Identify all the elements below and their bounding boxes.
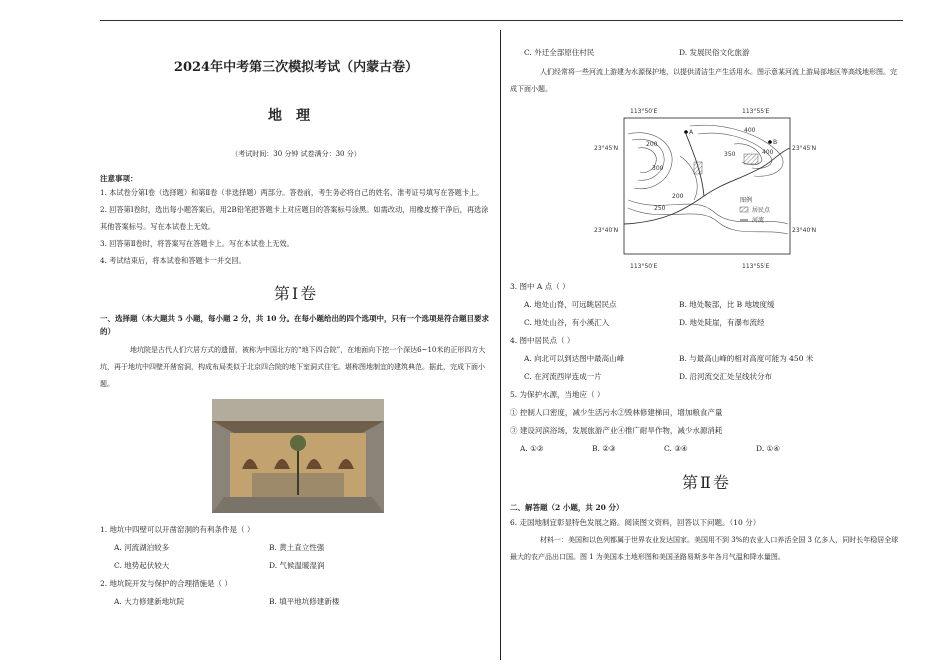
notice-1: 1. 本试卷分第Ⅰ卷（选择题）和第Ⅱ卷（非选择题）两部分。答卷前，考生务必将自己的姓名、准考证号填写在答题卡上。 [100,188,484,197]
notice-2: 2. 回答第Ⅰ卷时，选出每小题答案后，用2B铅笔把答题卡上对应题目的答案标号涂黑。如需改动，用橡皮擦干净后，再选涂其他答案标号。写在本试卷上无效。 [100,205,489,231]
q3-option-a: A. 地处山脊，可远眺居民点 [524,300,617,309]
question-3-options [510,296,903,332]
question-2-options [100,593,492,611]
point-b-label: B [773,139,778,146]
q4-option-b: B. 与最高山峰的相对高度可能为 450 米 [679,354,814,363]
q3-option-d: D. 地处陡崖，有瀑布流经 [679,318,765,327]
q3-option-b: B. 地处鞍部，比 B 地坡度缓 [679,300,775,309]
q5-option-a: A. ①② [520,444,544,453]
legend-title: 图例 [740,197,753,204]
point-b-marker [768,140,772,144]
contour-map [594,104,824,272]
question-6: 6. 走国地制宜彰显特色发展之路。阅读图文资料，回答以下问题。（10 分） [510,518,761,527]
q2-option-d: D. 发展民俗文化旅游 [679,48,750,57]
q2-option-c: C. 外迁全部原住村民 [524,48,595,57]
point-a-label: A [689,129,694,136]
settlement-area-2 [744,154,758,164]
question-5: 5. 为保护水源，当地应（ ） [510,390,605,399]
contour-label-7: 250 [654,205,666,212]
volume-1-title: 第Ⅰ卷 [273,284,319,303]
map-lon-right-top: 113°55′E [742,108,770,115]
map-lat-top-right: 23°45′N [792,145,817,152]
q4-option-a: A. 向北可以到达图中最高山峰 [524,354,625,363]
contour-label-1: 200 [646,141,658,148]
q5-option-d: D. ①④ [756,444,780,453]
material-1: 材料一：美国和以色列都属于世界农业发达国家。美国用不到 3%的农业人口养活全国 3 亿多人，同时长年稳居全球最大的农产品出口国。图 1 为美国本土地形图和美国圣路易斯多年各月气温和降水量图。 [510,536,899,561]
q4-option-d: D. 沿河流交汇处呈线状分布 [679,372,773,381]
contour-label-3: 400 [762,149,774,156]
q1-option-c: C. 地势起伏较大 [114,561,170,570]
question-3: 3. 图中 A 点（ ） [510,282,570,291]
left-column [100,50,492,611]
question-1-options [100,539,492,575]
section-1-heading: 一、选择题（本大题共 5 小题，每小题 2 分，共 10 分。在每小题给出的四个选项中，只有一个选项是符合题目要求的） [100,314,490,336]
question-2: 2. 地坑院开发与保护的合理措施是（ ） [100,579,232,588]
notice-heading: 注意事项： [100,174,138,183]
right-column [510,50,903,566]
q1-option-b: B. 黄土直立性强 [269,543,325,552]
courtyard-photo [212,399,384,513]
legend-river: 河流 [752,217,765,224]
q5-option-c: C. ③④ [664,444,688,453]
question-4: 4. 图中居民点（ ） [510,336,575,345]
top-rule [100,20,903,21]
volume-2-title: 第Ⅱ卷 [682,473,731,492]
section-2-heading: 二、解答题（2 小题，共 20 分） [510,503,624,512]
point-a-marker [684,130,688,134]
passage-1: 地坑院是古代人们穴居方式的遗留，被称为中国北方的“地下四合院”，在地面向下挖一个深达6~10米的正形四方大坑，再于地坑中四壁开凿窑洞，构成布局类似于北京四合院的地下室洞式住宅。堪称图地制宜的建筑典范。据此，完成下面小题。 [100,346,486,388]
map-lon-left-bottom: 113°50′E [630,263,658,270]
notice-3: 3. 回答第Ⅱ卷时，将答案写在答题卡上。写在本试卷上无效。 [100,239,294,248]
map-lat-bottom-left: 23°40′N [594,227,619,234]
legend-settlement: 居民点 [752,207,771,214]
question-5-line-2: ③ 建设河滨浴场，发展旅游产业④推广耐旱作物，减少水源消耗 [510,426,723,435]
exam-title: 2024年中考第三次模拟考试（内蒙古卷） [173,60,419,75]
q1-option-d: D. 气候温暖湿润 [269,561,325,570]
contour-label-4: 350 [724,151,736,158]
map-lon-right-bottom: 113°55′E [742,263,770,270]
question-2-options-cont [510,44,903,62]
q2-option-a: A. 大力修建新地坑院 [114,597,185,606]
q1-option-a: A. 河流湖泊较多 [114,543,170,552]
contour-label-2: 400 [744,127,756,134]
map-lat-bottom-right: 23°40′N [792,227,817,234]
map-lat-top-left: 23°45′N [594,145,619,152]
question-5-options [510,440,903,458]
question-1: 1. 地坑中四壁可以开凿窑洞的有利条件是（ ） [100,525,255,534]
map-lon-left-top: 113°50′E [630,108,658,115]
q3-option-c: C. 地处山谷，有小溪汇入 [524,318,610,327]
settlement-area [694,162,702,174]
subject-title: 地理 [268,108,324,124]
q5-option-b: B. ②③ [592,444,616,453]
exam-meta: （考试时间：30 分钟 试卷满分：30 分） [231,150,361,158]
contour-label-6: 200 [672,193,684,200]
notice-4: 4. 考试结束后，将本试卷和答题卡一并交回。 [100,256,246,265]
passage-2: 人们经常将一些河流上游建为水源保护地，以提供清洁生产生活用水。图示意某河流上游局部地区等高线地形图。完成下面小题。 [510,68,897,93]
contour-label-5: 300 [652,165,664,172]
question-5-line-1: ① 控制人口密度，减少生活污水②毁林修建梯田，增加粮食产量 [510,408,723,417]
q2-option-b: B. 填平地坑修建新楼 [269,597,340,606]
question-4-options [510,350,903,386]
column-divider [500,30,501,660]
q4-option-c: C. 在河流西岸连成一片 [524,372,602,381]
